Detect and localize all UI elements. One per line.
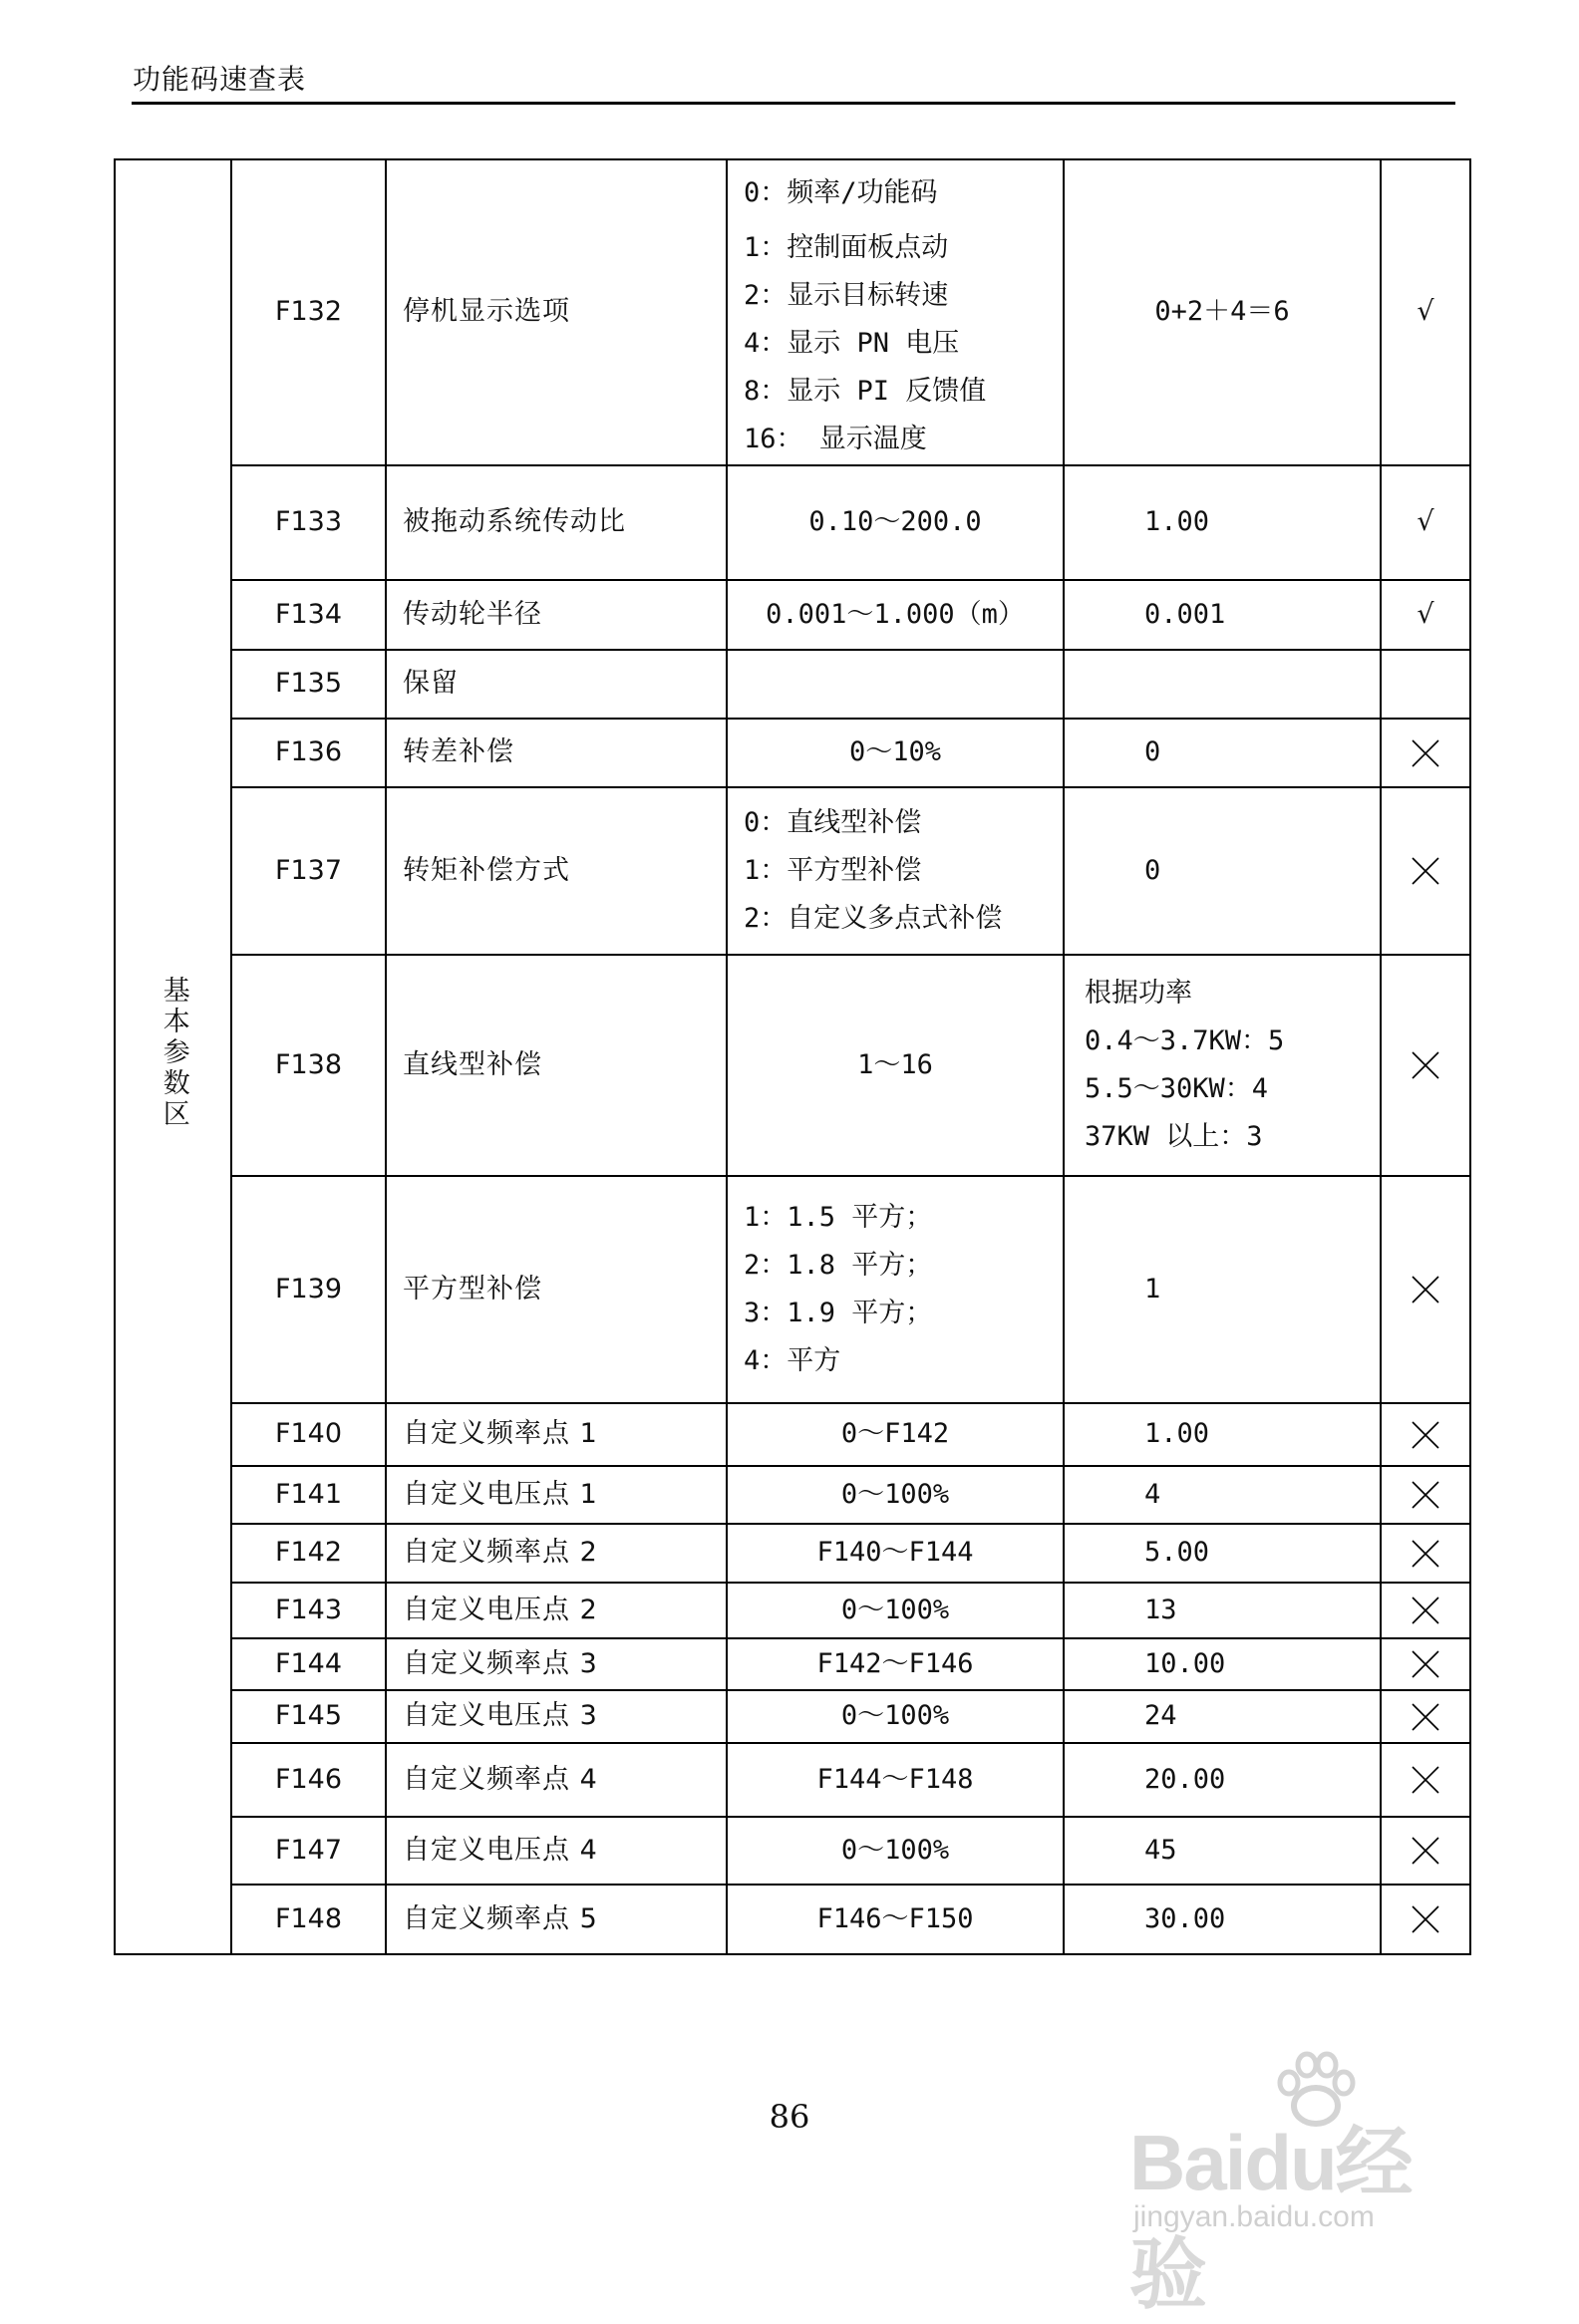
param-name: 传动轮半径 [386, 580, 727, 650]
modify-cross-cell [1381, 1176, 1470, 1403]
range-option: 16： 显示温度 [744, 423, 927, 454]
param-range: 0～100% [727, 1690, 1064, 1743]
param-default [1064, 650, 1381, 719]
table-row [115, 1743, 1470, 1817]
table-row [115, 1176, 1470, 1403]
default-line: 5.5～30KW：4 [1085, 1073, 1269, 1104]
param-range: 0～F142 [727, 1403, 1064, 1466]
param-default: 20.00 [1064, 1743, 1381, 1817]
param-code: F145 [231, 1690, 386, 1743]
modify-cross-cell [1381, 1466, 1470, 1524]
table-row [115, 719, 1470, 787]
modify-cross-cell [1381, 1885, 1470, 1954]
param-code: F134 [231, 580, 386, 650]
param-code: F146 [231, 1743, 386, 1817]
param-default: 13 [1064, 1583, 1381, 1638]
param-name: 自定义电压点 3 [386, 1690, 727, 1743]
param-default: 0.001 [1064, 580, 1381, 650]
param-code: F143 [231, 1583, 386, 1638]
modify-check-icon: √ [1381, 580, 1470, 650]
param-default: 1.00 [1064, 1403, 1381, 1466]
cross-icon [1410, 1274, 1441, 1306]
param-name: 自定义电压点 2 [386, 1583, 727, 1638]
cross-icon [1410, 1479, 1441, 1511]
param-default: 1.00 [1064, 465, 1381, 580]
range-option: 2：1.8 平方； [744, 1250, 933, 1281]
param-range: F140～F144 [727, 1524, 1064, 1583]
table-row [115, 1817, 1470, 1885]
table-row [115, 1524, 1470, 1583]
param-default: 0 [1064, 719, 1381, 787]
header-title: 功能码速查表 [133, 63, 307, 96]
param-code: F147 [231, 1817, 386, 1885]
table-row [115, 1583, 1470, 1638]
param-range: 1～16 [727, 955, 1064, 1176]
default-line: 0.4～3.7KW：5 [1085, 1025, 1285, 1056]
param-name: 平方型补偿 [386, 1176, 727, 1403]
param-default [1064, 955, 1381, 1176]
header-rule [132, 102, 1455, 105]
param-range: 0～10% [727, 719, 1064, 787]
table-row [115, 787, 1470, 955]
range-option: 8：显示 PI 反馈值 [744, 375, 987, 407]
table-row [115, 465, 1470, 580]
param-default: 10.00 [1064, 1638, 1381, 1690]
watermark-url: jingyan.baidu.com [1133, 2200, 1375, 2233]
param-range: 0～100% [727, 1817, 1064, 1885]
modify-cross-cell [1381, 1583, 1470, 1638]
default-line: 根据功率 [1085, 978, 1192, 1009]
param-range [727, 650, 1064, 719]
table-row [115, 1403, 1470, 1466]
range-option: 2：显示目标转速 [744, 279, 949, 311]
param-name: 自定义电压点 1 [386, 1466, 727, 1524]
table-row [115, 955, 1470, 1176]
param-name: 自定义频率点 2 [386, 1524, 727, 1583]
param-range: 0～100% [727, 1583, 1064, 1638]
param-name: 被拖动系统传动比 [386, 465, 727, 580]
param-range [727, 787, 1064, 955]
table-row [115, 650, 1470, 719]
param-code: F142 [231, 1524, 386, 1583]
param-name: 自定义电压点 4 [386, 1817, 727, 1885]
param-default: 5.00 [1064, 1524, 1381, 1583]
modify-cross-cell [1381, 1638, 1470, 1690]
param-range [727, 159, 1064, 465]
range-option: 3：1.9 平方； [744, 1298, 933, 1328]
param-default: 0+2＋4＝6 [1064, 159, 1381, 465]
watermark-brand: Baidu经验 [1129, 2119, 1412, 2318]
param-code: F148 [231, 1885, 386, 1954]
param-code: F133 [231, 465, 386, 580]
param-default: 1 [1064, 1176, 1381, 1403]
cross-icon [1410, 1049, 1441, 1081]
param-code: F137 [231, 787, 386, 955]
range-option: 2：自定义多点式补偿 [744, 903, 1003, 934]
param-default: 45 [1064, 1817, 1381, 1885]
cross-icon [1410, 1419, 1441, 1451]
modify-cross-cell [1381, 1403, 1470, 1466]
watermark [1121, 2051, 1480, 2318]
area-label: 基本参数区 [158, 975, 189, 1130]
param-range: 0～100% [727, 1466, 1064, 1524]
param-range: F142～F146 [727, 1638, 1064, 1690]
param-code: F144 [231, 1638, 386, 1690]
param-code: F132 [231, 159, 386, 465]
modify-cross-cell [1381, 1743, 1470, 1817]
param-code: F139 [231, 1176, 386, 1403]
range-option: 4：平方 [744, 1345, 841, 1376]
param-name: 自定义频率点 1 [386, 1403, 727, 1466]
modify-check-icon: √ [1381, 465, 1470, 580]
param-default: 0 [1064, 787, 1381, 955]
modify-empty [1381, 650, 1470, 719]
modify-cross-cell [1381, 1817, 1470, 1885]
cross-icon [1410, 1835, 1441, 1867]
cross-icon [1410, 1648, 1441, 1680]
param-name: 直线型补偿 [386, 955, 727, 1176]
cross-icon [1410, 737, 1441, 769]
param-name: 转矩补偿方式 [386, 787, 727, 955]
cross-icon [1410, 1764, 1441, 1796]
cross-icon [1410, 855, 1441, 887]
param-range: 0.10～200.0 [727, 465, 1064, 580]
table-row [115, 1690, 1470, 1743]
cross-icon [1410, 1595, 1441, 1626]
param-name: 保留 [386, 650, 727, 719]
param-code: F136 [231, 719, 386, 787]
range-option: 1：控制面板点动 [744, 231, 949, 263]
table-row [115, 1885, 1470, 1954]
param-name: 自定义频率点 4 [386, 1743, 727, 1817]
default-line: 37KW 以上：3 [1085, 1121, 1263, 1152]
cross-icon [1410, 1903, 1441, 1935]
param-default: 30.00 [1064, 1885, 1381, 1954]
range-option: 0：直线型补偿 [744, 807, 922, 838]
range-option: 1：1.5 平方； [744, 1202, 933, 1233]
area-label-cell [115, 159, 231, 1954]
param-range: 0.001～1.000（m） [727, 580, 1064, 650]
modify-cross-cell [1381, 1524, 1470, 1583]
param-range [727, 1176, 1064, 1403]
parameter-table [114, 158, 1471, 1955]
param-code: F138 [231, 955, 386, 1176]
param-default: 24 [1064, 1690, 1381, 1743]
table-row [115, 1466, 1470, 1524]
param-code: F141 [231, 1466, 386, 1524]
cross-icon [1410, 1538, 1441, 1570]
range-option: 1：平方型补偿 [744, 855, 922, 886]
param-default: 4 [1064, 1466, 1381, 1524]
table-row [115, 1638, 1470, 1690]
table-row [115, 580, 1470, 650]
modify-cross-cell [1381, 955, 1470, 1176]
range-option: 4：显示 PN 电压 [744, 327, 960, 359]
table-row [115, 159, 1470, 465]
param-name: 自定义频率点 5 [386, 1885, 727, 1954]
range-option: 0：频率/功能码 [744, 176, 938, 208]
param-name: 自定义频率点 3 [386, 1638, 727, 1690]
modify-cross-cell [1381, 787, 1470, 955]
cross-icon [1410, 1701, 1441, 1733]
param-range: F146～F150 [727, 1885, 1064, 1954]
page-number: 86 [769, 2098, 810, 2136]
param-range: F144～F148 [727, 1743, 1064, 1817]
param-name: 停机显示选项 [386, 159, 727, 465]
param-name: 转差补偿 [386, 719, 727, 787]
param-code: F140 [231, 1403, 386, 1466]
param-code: F135 [231, 650, 386, 719]
modify-cross-cell [1381, 1690, 1470, 1743]
modify-check-icon: √ [1381, 159, 1470, 465]
modify-cross-cell [1381, 719, 1470, 787]
